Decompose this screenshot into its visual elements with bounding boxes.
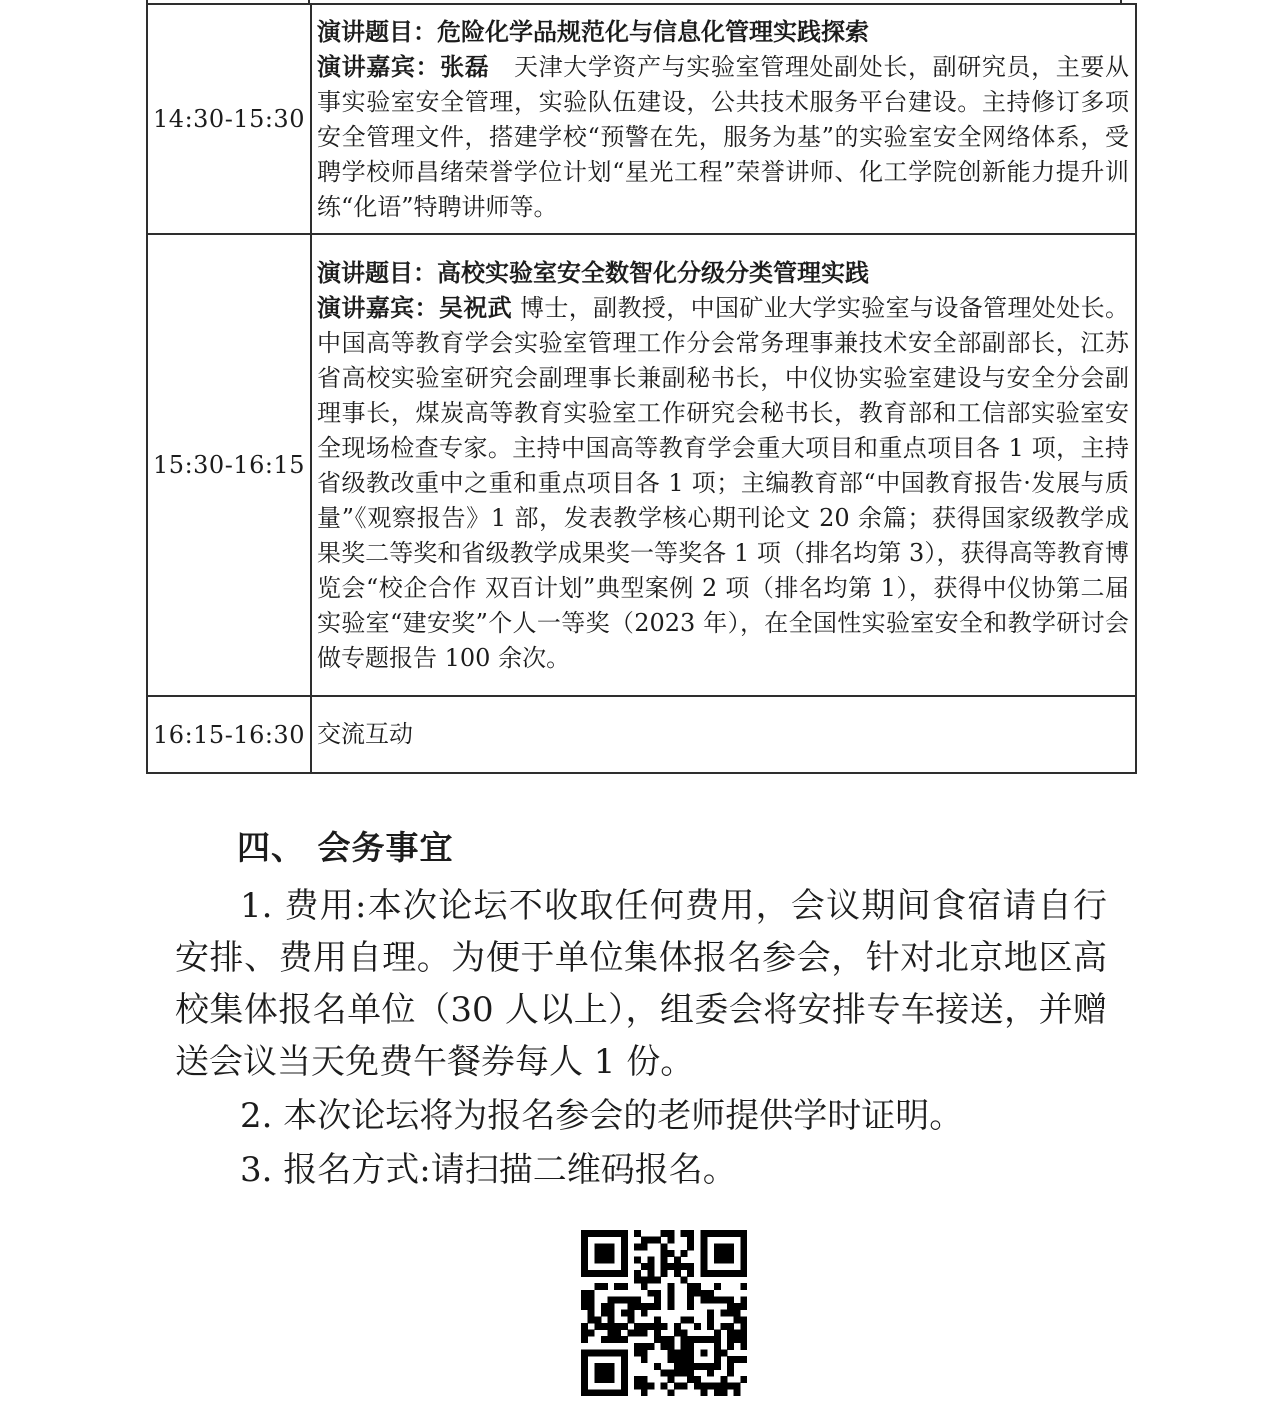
guest-bio: 博士，副教授，中国矿业大学实验室与设备管理处处长。中国高等教育学会实验室管理工作分会常务理事兼技术安全部副部长，江苏省高校实验室研究会副理事长兼副秘书长，中仪协实验室建设与安全分会副理事长，煤炭高等教育实验室工作研究会秘书长，教育部和工信部实验室安全现场检查专家。主持中国高等教育学会重大项目和重点项目各 1 项，主持省级教改重中之重和重点项目各 1 项；主编教育部“中国教育报告·发展与质量”《观察报告》1 部，发表教学核心期刊论文 20 余篇；获得国家级教学成果奖二等奖和省级教学成果奖一等奖各 1 项（排名均第 3），获得高等教育博览会“校企合作 双百计划”典型案例 2 项（排名均第 1），获得中仪协第二届实验室“建安奖”个人一等奖（2023 年），在全国性实验室安全和教学研讨会做专题报告 100 余次。: [317, 293, 1129, 672]
detail-cell: [311, 234, 1136, 696]
registration-qr-code-icon: [581, 1230, 747, 1396]
talk-title: 演讲题目：高校实验室安全数智化分级分类管理实践: [317, 257, 869, 287]
talk-title: 演讲题目：危险化学品规范化与信息化管理实践探索: [317, 16, 869, 46]
time-cell: 16:15-16:30: [147, 696, 311, 773]
schedule-table: [146, 3, 1137, 774]
fee-item: 1. 费用:本次论坛不收取任何费用，会议期间食宿请自行安排、费用自理。为便于单位集体报名参会，针对北京地区高校集体报名单位（30 人以上），组委会将安排专车接送，并赠送会议当天免费午餐券每人 1 份。: [175, 886, 1107, 1082]
table-row: [147, 696, 1136, 773]
guest-name: 演讲嘉宾：吴祝武: [317, 292, 512, 322]
guest-bio: 天津大学资产与实验室管理处副处长，副研究员，主要从事实验室安全管理，实验队伍建设，公共技术服务平台建设。主持修订多项安全管理文件，搭建学校“预警在先，服务为基”的实验室安全网络体系，受聘学校师昌绪荣誉学位计划“星光工程”荣誉讲师、化工学院创新能力提升训练“化语”特聘讲师等。: [317, 52, 1129, 221]
registration-item: 3. 报名方式:请扫描二维码报名。: [240, 1150, 737, 1190]
time-cell: 15:30-16:15: [147, 234, 311, 696]
guest-paragraph: [317, 49, 1129, 225]
guest-paragraph: [317, 290, 1129, 676]
table-row: [147, 4, 1136, 234]
activity-cell: 交流互动: [311, 696, 1136, 773]
guest-name: 演讲嘉宾：张磊: [317, 51, 490, 81]
schedule-table-container: [146, 3, 1137, 774]
logistics-section: [175, 828, 1107, 1196]
detail-cell: [311, 4, 1136, 234]
time-cell: 14:30-15:30: [147, 4, 311, 234]
certificate-item: 2. 本次论坛将为报名参会的老师提供学时证明。: [240, 1096, 964, 1136]
table-row: [147, 234, 1136, 696]
section-heading: 四、 会务事宜: [237, 828, 454, 867]
